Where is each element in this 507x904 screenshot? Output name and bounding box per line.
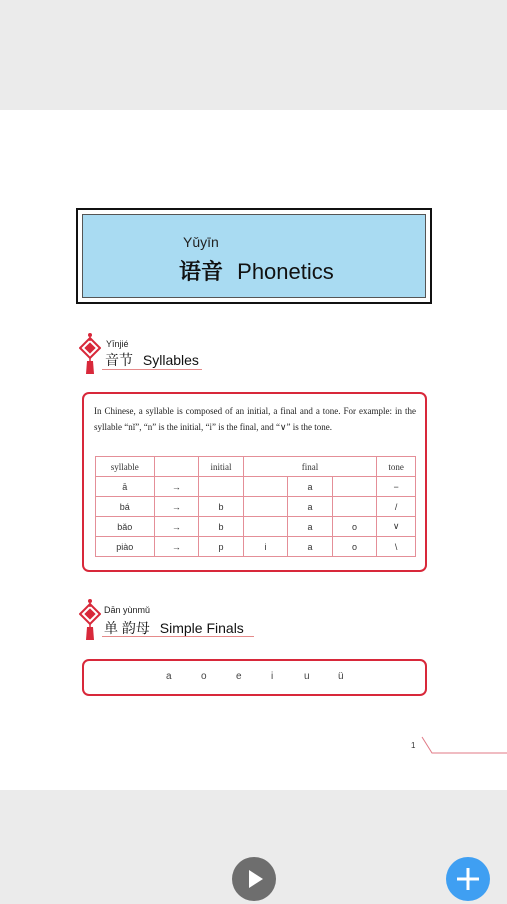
cell-medial xyxy=(243,477,287,497)
table-row xyxy=(96,517,416,537)
cell-main-vowel: a xyxy=(288,497,332,517)
table-row xyxy=(96,537,416,557)
finals-chinese: 单 韵母 xyxy=(104,620,150,636)
finals-underline xyxy=(102,636,254,637)
finals-pinyin: Dān yùnmǔ xyxy=(104,605,151,615)
cell-tone: / xyxy=(377,497,416,517)
title-box-inner xyxy=(82,214,426,298)
top-bar xyxy=(0,0,507,110)
cell-arrow: → xyxy=(154,517,199,537)
syllable-table xyxy=(95,456,416,557)
plus-icon xyxy=(446,857,490,901)
play-button[interactable] xyxy=(232,857,276,901)
title-pinyin: Yǔyīn xyxy=(183,234,219,250)
syllables-chinese: 音节 xyxy=(105,352,133,368)
title-english: Phonetics xyxy=(237,259,334,284)
cell-syllable: bá xyxy=(96,497,155,517)
cell-tone: ∨ xyxy=(377,517,416,537)
syllables-english: Syllables xyxy=(142,352,199,368)
cell-main-vowel: a xyxy=(288,517,332,537)
cell-tone: \ xyxy=(377,537,416,557)
syllables-box xyxy=(82,392,427,572)
header-tone: tone xyxy=(377,457,416,477)
final-letter: i xyxy=(271,671,274,682)
final-letter: e xyxy=(236,671,242,682)
cell-arrow: → xyxy=(154,497,199,517)
table-row xyxy=(96,497,416,517)
cell-ending: o xyxy=(332,537,376,557)
cell-initial: b xyxy=(199,517,244,537)
cell-ending xyxy=(332,477,376,497)
final-letter: u xyxy=(304,671,310,682)
page-corner-line xyxy=(420,735,507,755)
table-header-row xyxy=(96,457,416,477)
cell-syllable: piào xyxy=(96,537,155,557)
syllables-heading xyxy=(105,350,199,370)
cell-medial xyxy=(243,517,287,537)
cell-ending xyxy=(332,497,376,517)
page-number: 1 xyxy=(411,741,416,750)
header-syllable: syllable xyxy=(96,457,155,477)
title-chinese: 语音 xyxy=(179,260,224,285)
simple-finals-list xyxy=(84,661,425,694)
cell-syllable: bǎo xyxy=(96,517,155,537)
cell-arrow: → xyxy=(154,537,199,557)
table-row xyxy=(96,477,416,497)
header-final: final xyxy=(243,457,376,477)
intro-paragraph: In Chinese, a syllable is composed of an initial, a final and a tone. For example: in the syllable “nǐ”, “n” is the initial, “i” is the final, and “∨” is the tone. xyxy=(94,406,416,432)
cell-arrow: → xyxy=(154,477,199,497)
syllables-pinyin: Yīnjié xyxy=(106,339,129,349)
final-letter: ü xyxy=(338,671,344,682)
final-letter: a xyxy=(166,671,172,682)
chinese-knot-icon xyxy=(79,332,101,376)
chinese-knot-icon xyxy=(79,598,101,642)
cell-initial: b xyxy=(199,497,244,517)
finals-heading xyxy=(104,618,244,638)
final-letter: o xyxy=(201,671,207,682)
simple-finals-box xyxy=(82,659,427,696)
header-initial: initial xyxy=(199,457,244,477)
add-button[interactable] xyxy=(446,857,490,901)
cell-initial xyxy=(199,477,244,497)
header-empty xyxy=(154,457,199,477)
cell-tone: − xyxy=(377,477,416,497)
cell-main-vowel: a xyxy=(288,537,332,557)
cell-initial: p xyxy=(199,537,244,557)
title-box xyxy=(76,208,432,304)
cell-syllable: ā xyxy=(96,477,155,497)
cell-medial: i xyxy=(243,537,287,557)
page-title xyxy=(179,255,334,286)
cell-medial xyxy=(243,497,287,517)
finals-english: Simple Finals xyxy=(159,620,244,636)
document-page xyxy=(0,110,507,790)
cell-ending: o xyxy=(332,517,376,537)
syllables-underline xyxy=(102,369,202,370)
play-icon xyxy=(232,857,276,901)
cell-main-vowel: a xyxy=(288,477,332,497)
